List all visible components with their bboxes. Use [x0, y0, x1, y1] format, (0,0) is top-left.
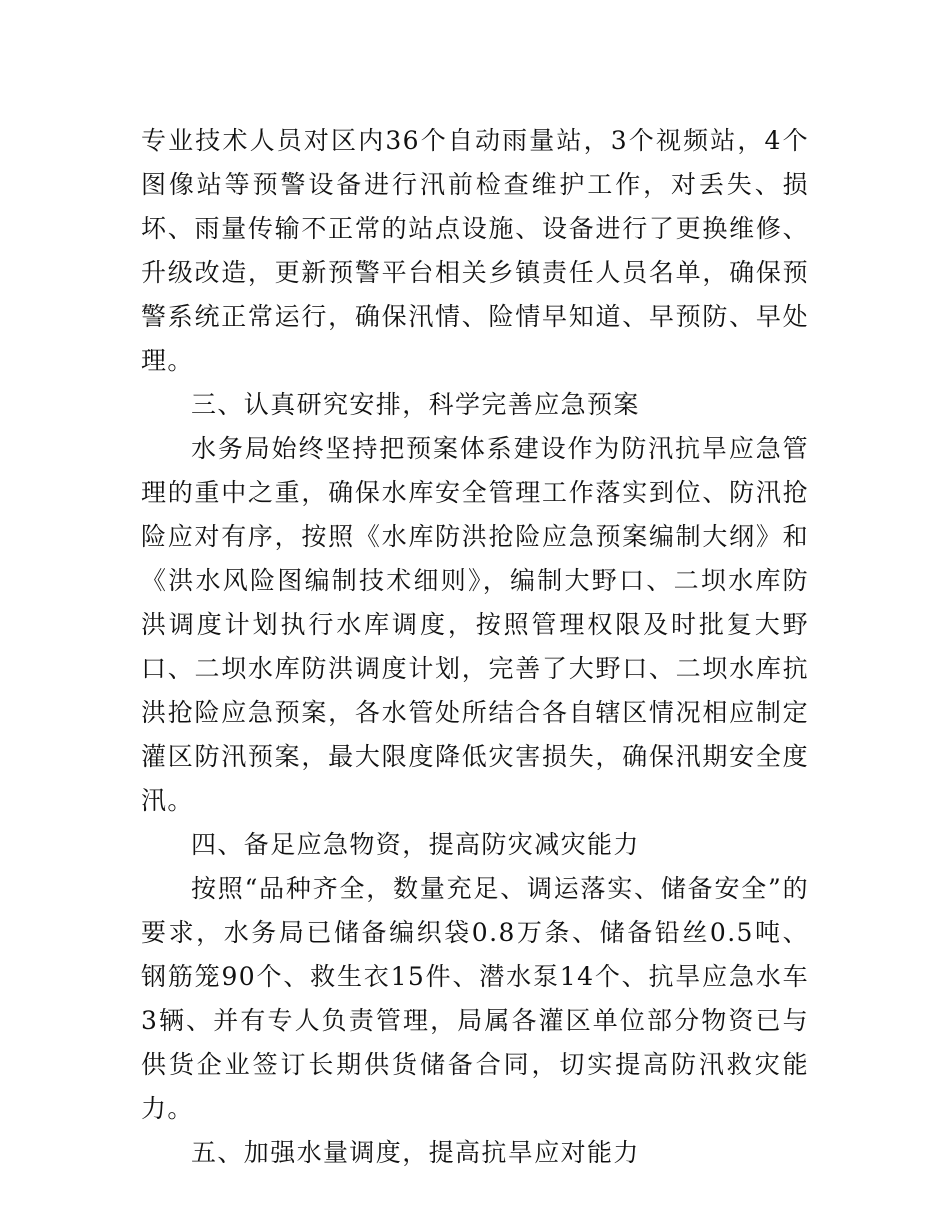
paragraph-continuation: 专业技术人员对区内36个自动雨量站，3个视频站，4个图像站等预警设备进行汛前检查维护工作，对丢失、损坏、雨量传输不正常的站点设施、设备进行了更换维修、升级改造，更新预警平台相关乡镇责任人员名单，确保预警系统正常运行，确保汛情、险情早知道、早预防、早处理。 [141, 126, 809, 375]
section-heading-3: 三、认真研究安排，科学完善应急预案 [191, 390, 640, 419]
section-heading-5: 五、加强水量调度，提高抗旱应对能力 [191, 1138, 640, 1167]
paragraph-section-3: 水务局始终坚持把预案体系建设作为防汛抗旱应急管理的重中之重，确保水库安全管理工作落实到位、防汛抢险应对有序，按照《水库防洪抢险应急预案编制大纲》和《洪水风险图编制技术细则》，编制大野口、二坝水库防洪调度计划执行水库调度，按照管理权限及时批复大野口、二坝水库防洪调度计划，完善了大野口、二坝水库抗洪抢险应急预案，各水管处所结合各自辖区情况相应制定灌区防汛预案，最大限度降低灾害损失，确保汛期安全度汛。 [141, 434, 809, 815]
section-heading-4: 四、备足应急物资，提高防灾减灾能力 [191, 830, 640, 859]
paragraph-section-4: 按照“品种齐全，数量充足、调运落实、储备安全”的要求，水务局已储备编织袋0.8万条、储备铅丝0.5吨、钢筋笼90个、救生衣15件、潜水泵14个、抗旱应急水车3辆、并有专人负责管理，局属各灌区单位部分物资已与供货企业签订长期供货储备合同，切实提高防汛救灾能力。 [141, 874, 809, 1123]
document-body [141, 119, 809, 1175]
